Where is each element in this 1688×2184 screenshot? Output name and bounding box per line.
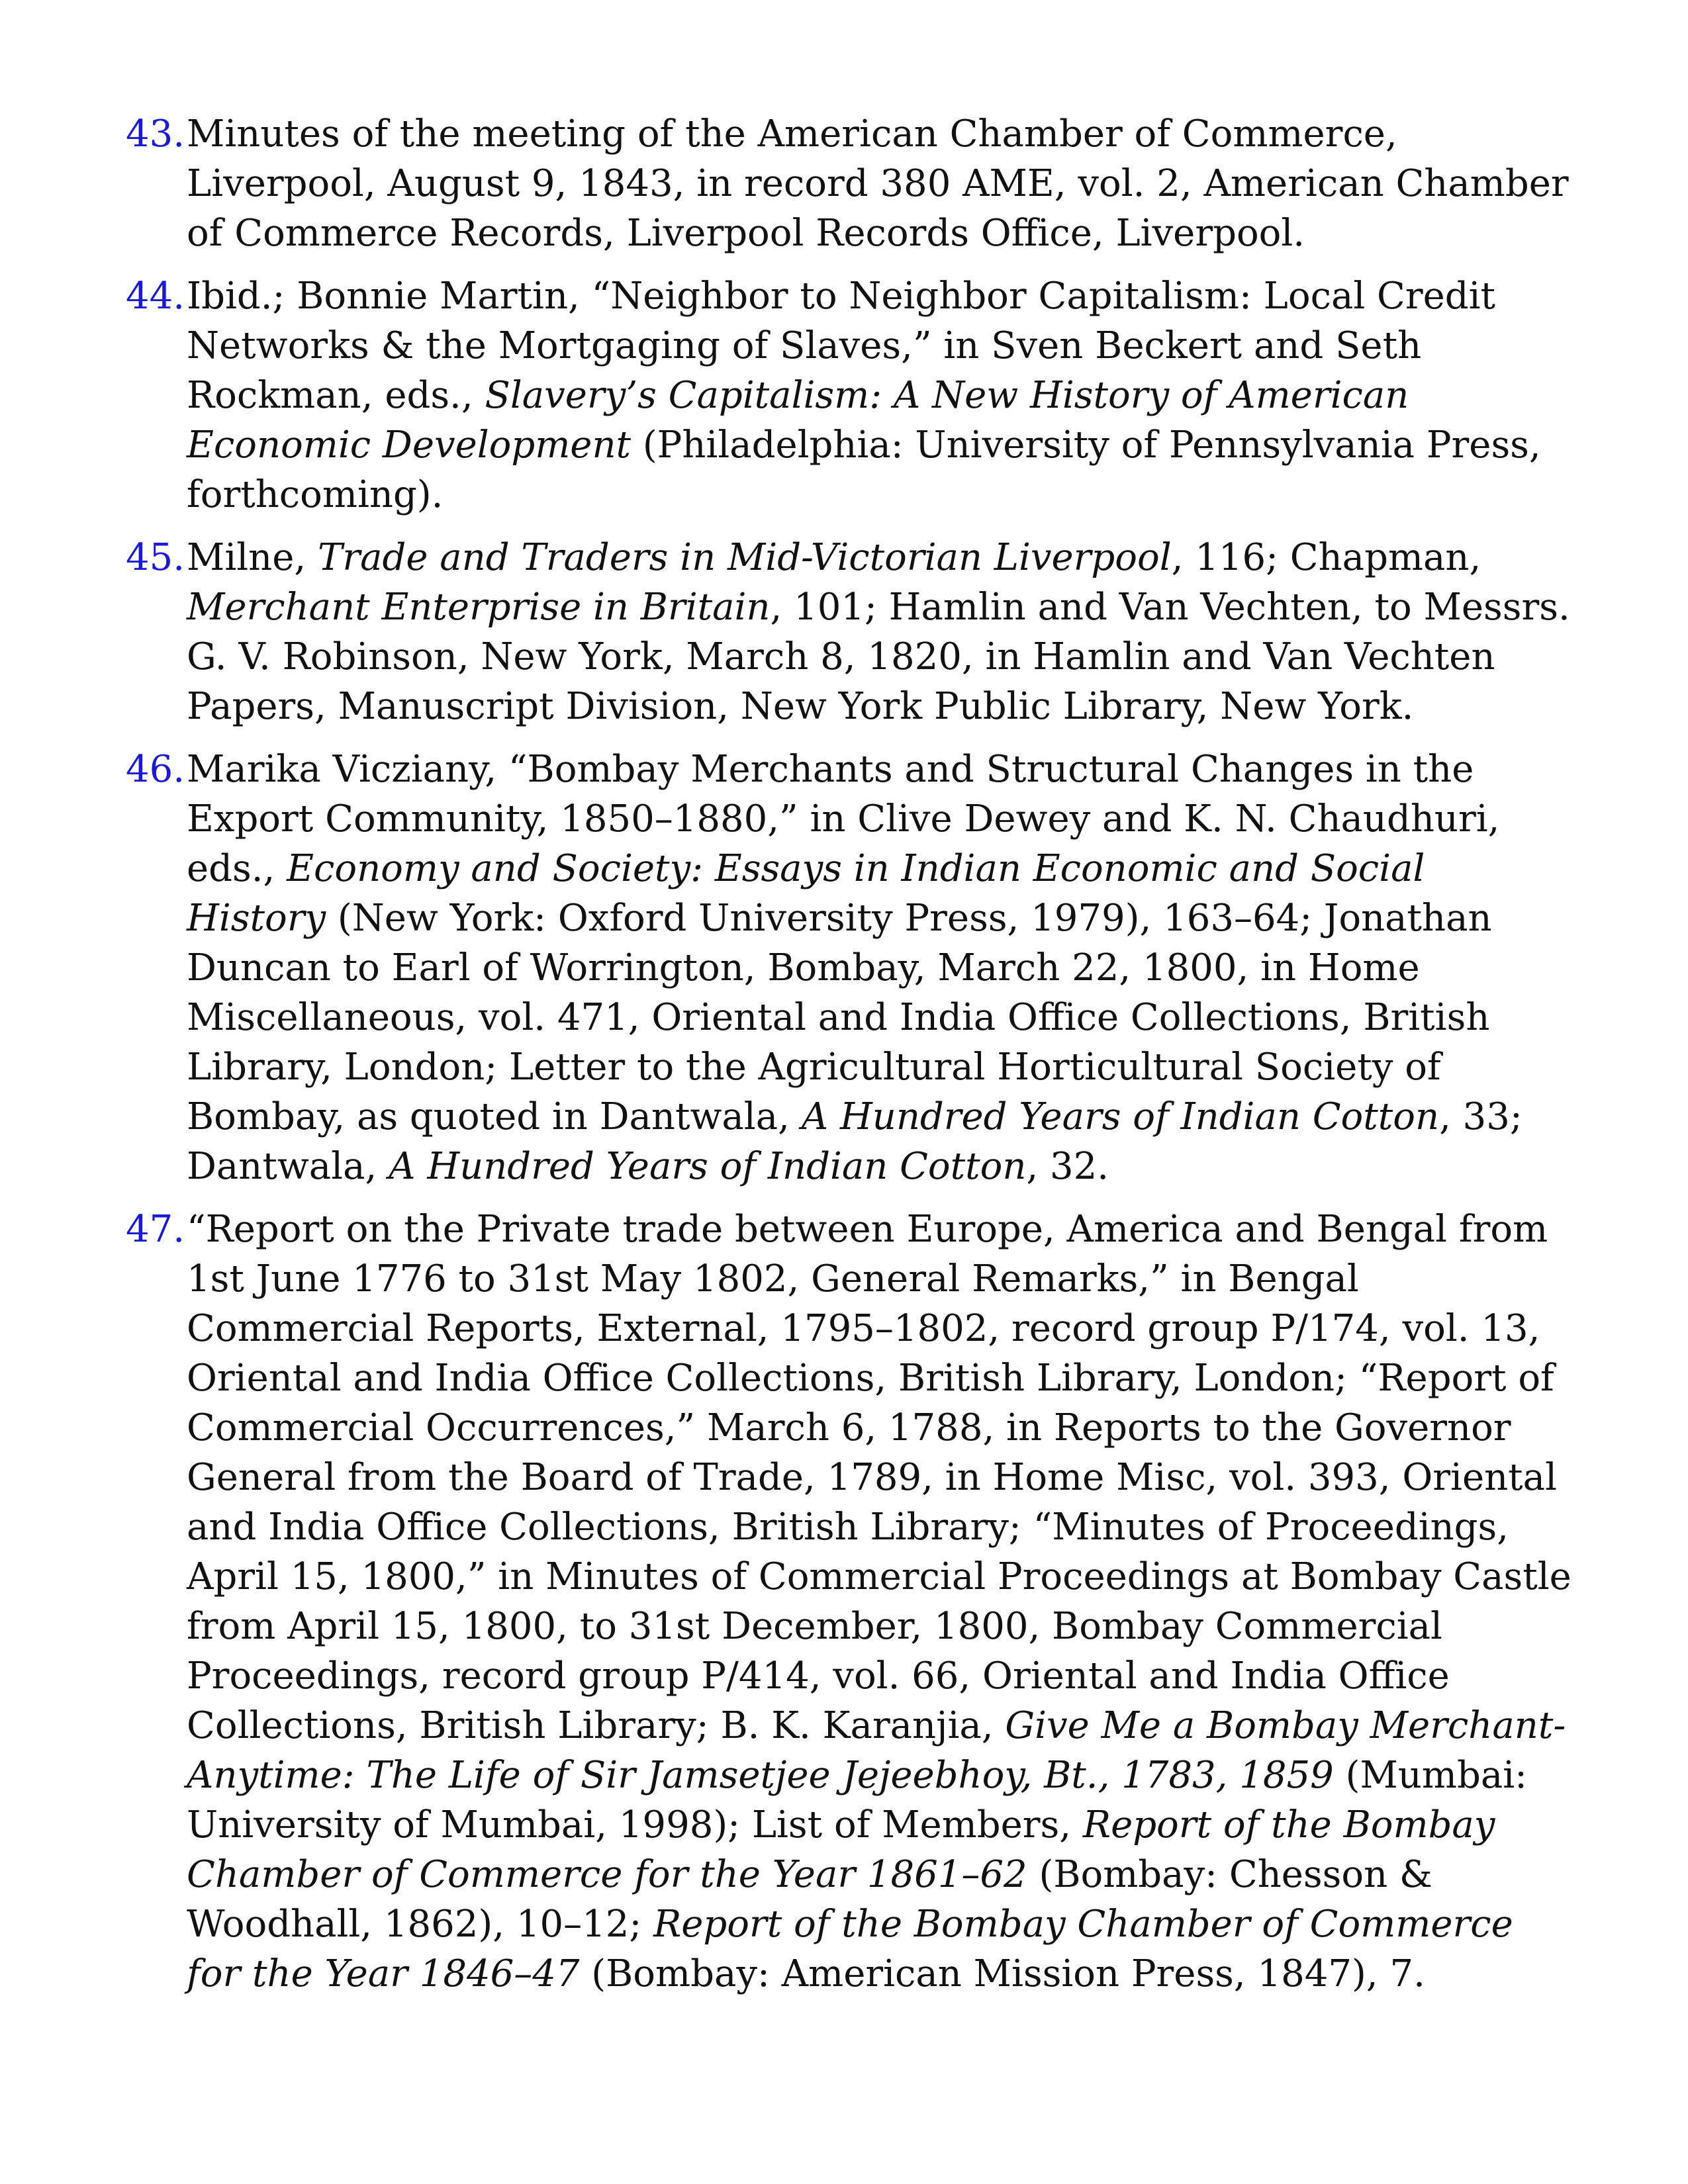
endnotes-page	[126, 109, 1575, 2012]
book-title: A Hundred Years of Indian Cotton	[389, 1145, 1027, 1188]
endnote-number-link[interactable]: 46.	[126, 748, 185, 791]
endnote-text-segment: , 33; Dantwala,	[187, 1095, 1523, 1188]
book-title: Economy and Society: Essays in Indian Economic and Social History	[187, 847, 1425, 940]
book-title: Report of the Bombay Chamber of Commerce for the Year 1846–47	[187, 1903, 1513, 1995]
endnote-text-segment: Ibid.; Bonnie Martin, “Neighbor to Neighbor Capitalism: Local Credit Networks & the Mortgaging of Slaves,” in Sven Beckert and Seth Rockman, eds.,	[187, 275, 1496, 417]
endnote-text-segment: (Mumbai: University of Mumbai, 1998); List of Members,	[187, 1754, 1527, 1846]
book-title: Give Me a Bombay Merchant-Anytime: The Life of Sir Jamsetjee Jejeebhoy, Bt., 1783, 1859	[187, 1704, 1566, 1797]
endnote-text-segment: , 116; Chapman,	[1171, 536, 1481, 579]
book-title: A Hundred Years of Indian Cotton	[801, 1095, 1440, 1138]
endnote-number-link[interactable]: 45.	[126, 536, 185, 579]
endnote-number-link[interactable]: 43.	[126, 113, 185, 156]
endnote-text	[187, 271, 1575, 520]
endnote-text-segment: Milne,	[187, 536, 318, 579]
endnote-text-segment: , 32.	[1026, 1145, 1109, 1188]
endnote-number-link[interactable]: 47.	[126, 1208, 185, 1251]
book-title: Merchant Enterprise in Britain	[187, 586, 771, 629]
endnote-43	[126, 109, 1575, 258]
endnote-text	[187, 109, 1575, 258]
endnote-text	[187, 745, 1575, 1191]
endnote-text-segment: (Bombay: American Mission Press, 1847), 7.	[579, 1952, 1425, 1995]
endnote-47	[126, 1205, 1575, 1999]
endnote-46	[126, 745, 1575, 1191]
endnote-text-segment: (Philadelphia: University of Pennsylvania Press, forthcoming).	[187, 424, 1541, 516]
endnote-text-segment: Minutes of the meeting of the American Chamber of Commerce, Liverpool, August 9, 1843, in record 380 AME, vol. 2, American Chamber of Commerce Records, Liverpool Records Office, Liverpool.	[187, 113, 1569, 255]
endnote-45	[126, 533, 1575, 731]
endnote-text-segment: (New York: Oxford University Press, 1979), 163–64; Jonathan Duncan to Earl of Worrington, Bombay, March 22, 1800, in Home Miscellaneous, vol. 471, Oriental and India Office Collections, British Library, London; Letter to the Agricultural Horticultural Society of Bombay, as quoted in Dantwala,	[187, 897, 1492, 1138]
endnote-text-segment: , 101; Hamlin and Van Vechten, to Messrs. G. V. Robinson, New York, March 8, 1820, in Hamlin and Van Vechten Papers, Manuscript Division, New York Public Library, New York.	[187, 586, 1570, 728]
endnote-number-link[interactable]: 44.	[126, 275, 185, 318]
book-title: Slavery’s Capitalism: A New History of American Economic Development	[187, 374, 1409, 467]
endnote-text-segment: “Report on the Private trade between Europe, America and Bengal from 1st June 1776 to 31st May 1802, General Remarks,” in Bengal Commercial Reports, External, 1795–1802, record group P/174, vol. 13, Oriental and India Office Collections, British Library, London; “Report of Commercial Occurrences,” March 6, 1788, in Reports to the Governor General from the Board of Trade, 1789, in Home Misc, vol. 393, Oriental and India Office Collections, British Library; “Minutes of Proceedings, April 15, 1800,” in Minutes of Commercial Proceedings at Bombay Castle from April 15, 1800, to 31st December, 1800, Bombay Commercial Proceedings, record group P/414, vol. 66, Oriental and India Office Collections, British Library; B. K. Karanjia,	[187, 1208, 1571, 1747]
book-title: Report of the Bombay Chamber of Commerce for the Year 1861–62	[187, 1803, 1495, 1896]
endnote-text-segment: Marika Vicziany, “Bombay Merchants and Structural Changes in the Export Community, 1850–1880,” in Clive Dewey and K. N. Chaudhuri, eds.,	[187, 748, 1500, 890]
endnote-text	[187, 1205, 1575, 1999]
endnote-text	[187, 533, 1575, 731]
endnote-text-segment: (Bombay: Chesson & Woodhall, 1862), 10–12;	[187, 1853, 1432, 1946]
book-title: Trade and Traders in Mid-Victorian Liverpool	[317, 536, 1172, 579]
endnote-44	[126, 271, 1575, 520]
